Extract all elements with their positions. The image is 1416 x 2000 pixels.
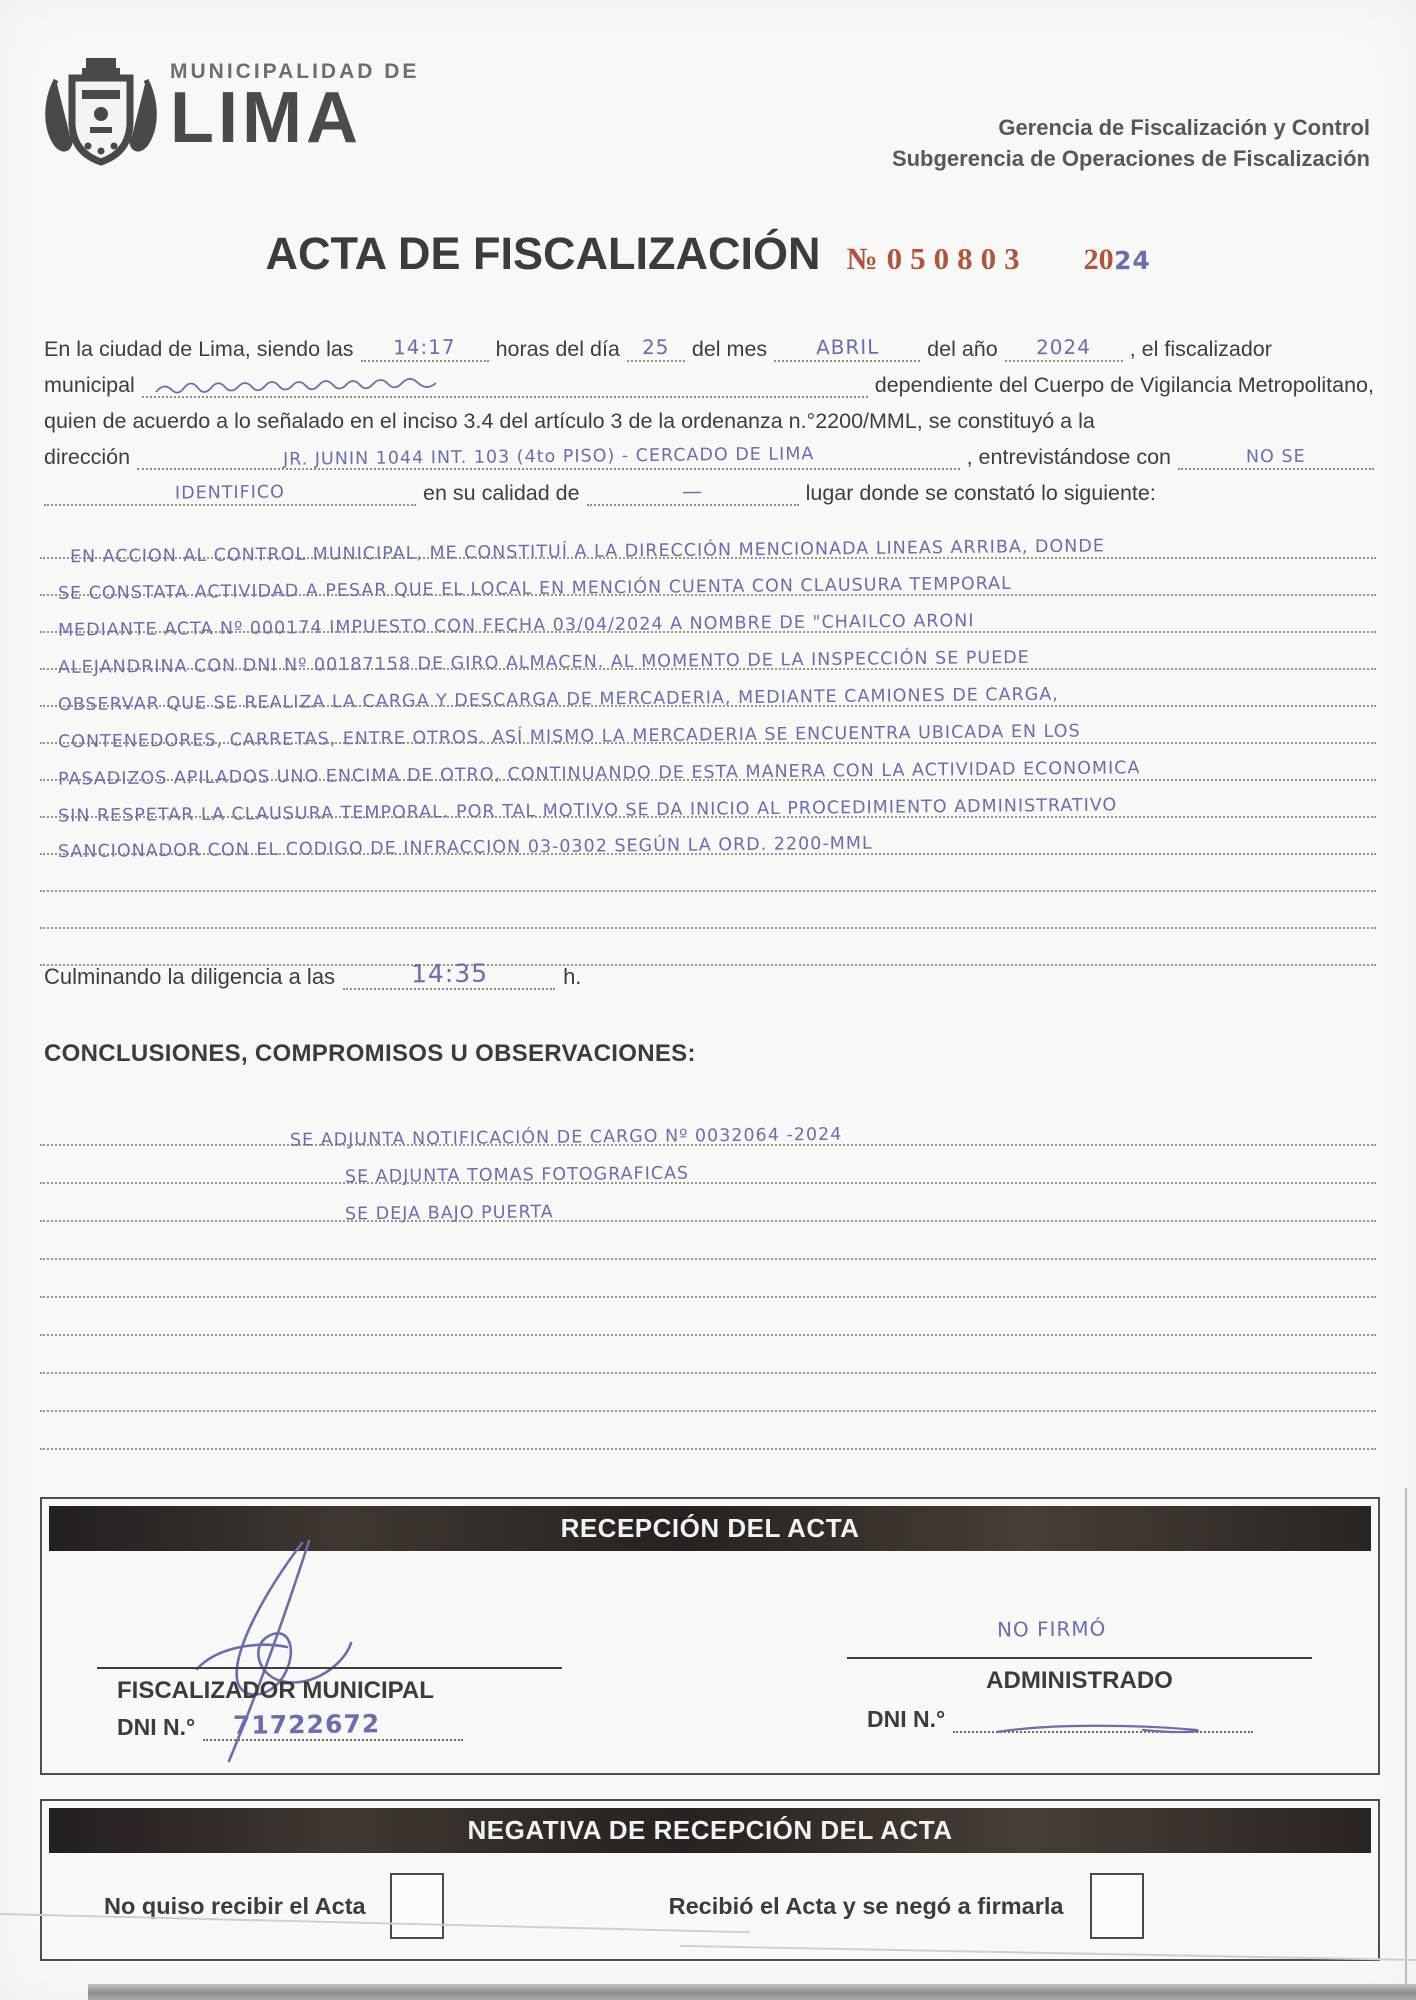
ruled-line: SE ADJUNTA NOTIFICACIÓN DE CARGO Nº 0032064 -2024 — [40, 1108, 1376, 1146]
intro-text: , entrevistándose con — [966, 445, 1171, 469]
intro-text: horas del día — [495, 337, 620, 361]
intro-text: del año — [927, 337, 998, 361]
document-title-row — [0, 228, 1416, 280]
field-end-time: 14:35 — [343, 959, 555, 990]
ruled-line — [40, 855, 1376, 892]
field-month: ABRIL — [774, 335, 920, 362]
field-address: JR. JUNIN 1044 INT. 103 (4to PISO) - CERCADO DE LIMA — [137, 443, 960, 470]
no-firmo-note: NO FIRMÓ — [996, 1616, 1107, 1642]
org-name-big: LIMA — [170, 78, 362, 158]
conclusions-heading: CONCLUSIONES, COMPROMISOS U OBSERVACIONES: — [44, 1040, 696, 1067]
ruled-line — [40, 1260, 1376, 1298]
fiscalizador-dni-row — [117, 1709, 463, 1741]
intro-text: del mes — [691, 337, 768, 361]
administrado-role-label: ADMINISTRADO — [986, 1667, 1173, 1694]
intro-text: quien de acuerdo a lo señalado en el inciso 3.4 del artículo 3 de la ordenanza n.°2200/MML, se constituyó a la — [44, 409, 1095, 433]
fiscalizador-dni-value: 71722672 — [233, 1709, 381, 1740]
ruled-line: CONTENEDORES, CARRETAS, ENTRE OTROS. ASÍ MISMO LA MERCADERIA SE ENCUENTRA UBICADA EN LOS — [40, 707, 1376, 744]
reception-title: RECEPCIÓN DEL ACTA — [560, 1513, 860, 1543]
dept-line-1: Gerencia de Fiscalización y Control — [998, 115, 1370, 140]
closing-unit: h. — [563, 964, 582, 989]
inspector-name-scrawl — [152, 378, 572, 398]
option-no-recibio-label: No quiso recibir el Acta — [104, 1892, 366, 1919]
acta-year-handwritten: 24 — [1113, 245, 1151, 276]
negative-header-bar — [49, 1808, 1371, 1853]
checkbox-no-recibio — [390, 1873, 444, 1939]
negative-title: NEGATIVA DE RECEPCIÓN DEL ACTA — [467, 1815, 953, 1845]
statement-lines — [40, 522, 1376, 966]
fiscalizador-dni-field — [203, 1709, 463, 1741]
ruled-line: EN ACCION AL CONTROL MUNICIPAL, ME CONSTITUÍ A LA DIRECCIÓN MENCIONADA LINEAS ARRIBA, DONDE — [40, 522, 1376, 559]
signature-line-administrado — [847, 1657, 1312, 1659]
ruled-line: SE DEJA BAJO PUERTA — [40, 1184, 1376, 1222]
intro-text: , el fiscalizador — [1129, 337, 1272, 361]
fiscalizador-role-label: FISCALIZADOR MUNICIPAL — [117, 1677, 434, 1704]
reception-section — [40, 1497, 1380, 1775]
municipality-logo — [42, 52, 419, 180]
ruled-line — [40, 1298, 1376, 1336]
intro-text: En la ciudad de Lima, siendo las — [44, 337, 354, 361]
intro-text: en su calidad de — [423, 481, 580, 505]
lima-coat-of-arms-icon — [42, 52, 160, 180]
ruled-line — [40, 1412, 1376, 1450]
field-interviewee-cont: IDENTIFICO — [44, 479, 416, 506]
dni-label: DNI N.° — [117, 1714, 196, 1740]
dni-dash-scrawl — [993, 1721, 1203, 1737]
ruled-line: ALEJANDRINA CON DNI Nº 00187158 DE GIRO ALMACEN. AL MOMENTO DE LA INSPECCIÓN SE PUEDE — [40, 633, 1376, 670]
administrado-dni-row — [867, 1705, 1253, 1733]
administrado-dni-field — [953, 1705, 1253, 1733]
field-day: 25 — [627, 335, 685, 362]
ruled-line: SIN RESPETAR LA CLAUSURA TEMPORAL. POR TAL MOTIVO SE DA INICIO AL PROCEDIMIENTO ADMINISTRATIVO — [40, 781, 1376, 818]
acta-number-label: № — [846, 241, 881, 276]
field-calidad: — — [587, 479, 799, 506]
ruled-line: PASADIZOS APILADOS UNO ENCIMA DE OTRO, CONTINUANDO DE ESTA MANERA CON LA ACTIVIDAD ECONOMICA — [40, 744, 1376, 781]
ruled-line — [40, 1374, 1376, 1412]
document-title: ACTA DE FISCALIZACIÓN — [265, 228, 821, 279]
intro-text: dependiente del Cuerpo de Vigilancia Metropolitano, — [874, 373, 1374, 397]
intro-text: lugar donde se constató lo siguiente: — [805, 481, 1156, 505]
ruled-line — [40, 1222, 1376, 1260]
closing-time-row — [44, 952, 581, 990]
ruled-line: SE ADJUNTA TOMAS FOTOGRAFICAS — [40, 1146, 1376, 1184]
acta-year-printed: 20 — [1083, 243, 1114, 276]
ruled-line — [40, 892, 1376, 929]
field-interviewee: NO SE — [1178, 443, 1374, 470]
field-year: 2024 — [1005, 335, 1123, 362]
department-header — [892, 112, 1370, 174]
ruled-line: SANCIONADOR CON EL CODIGO DE INFRACCION 03-0302 SEGÚN LA ORD. 2200-MML — [40, 818, 1376, 855]
ruled-line: SE CONSTATA ACTIVIDAD A PESAR QUE EL LOCAL EN MENCIÓN CUENTA CON CLAUSURA TEMPORAL — [40, 559, 1376, 596]
dept-line-2: Subgerencia de Operaciones de Fiscalización — [891, 146, 1370, 171]
checkbox-nego-firmar — [1090, 1873, 1144, 1939]
ruled-line — [40, 1336, 1376, 1374]
ruled-line: MEDIANTE ACTA Nº 000174 IMPUESTO CON FECHA 03/04/2024 A NOMBRE DE "CHAILCO ARONI — [40, 596, 1376, 633]
scan-bottom-bar — [88, 1984, 1416, 2000]
signature-line-fiscalizador — [97, 1667, 562, 1669]
closing-text: Culminando la diligencia a las — [44, 964, 336, 989]
conclusions-lines — [40, 1108, 1376, 1450]
intro-paragraph — [44, 326, 1374, 506]
dni-label: DNI N.° — [867, 1706, 946, 1732]
ruled-line: OBSERVAR QUE SE REALIZA LA CARGA Y DESCARGA DE MERCADERIA, MEDIANTE CAMIONES DE CARGA, — [40, 670, 1376, 707]
negative-reception-section — [40, 1799, 1380, 1961]
field-start-time: 14:17 — [361, 335, 489, 362]
intro-text: dirección — [44, 445, 131, 469]
field-inspector-name — [142, 396, 868, 398]
intro-text: municipal — [44, 373, 135, 397]
acta-number: 050803 — [886, 241, 1028, 276]
org-name-small: MUNICIPALIDAD DE — [170, 60, 420, 83]
option-nego-firmar-label: Recibió el Acta y se negó a firmarla — [668, 1892, 1064, 1919]
page-edge-artifact — [1405, 1488, 1407, 1992]
